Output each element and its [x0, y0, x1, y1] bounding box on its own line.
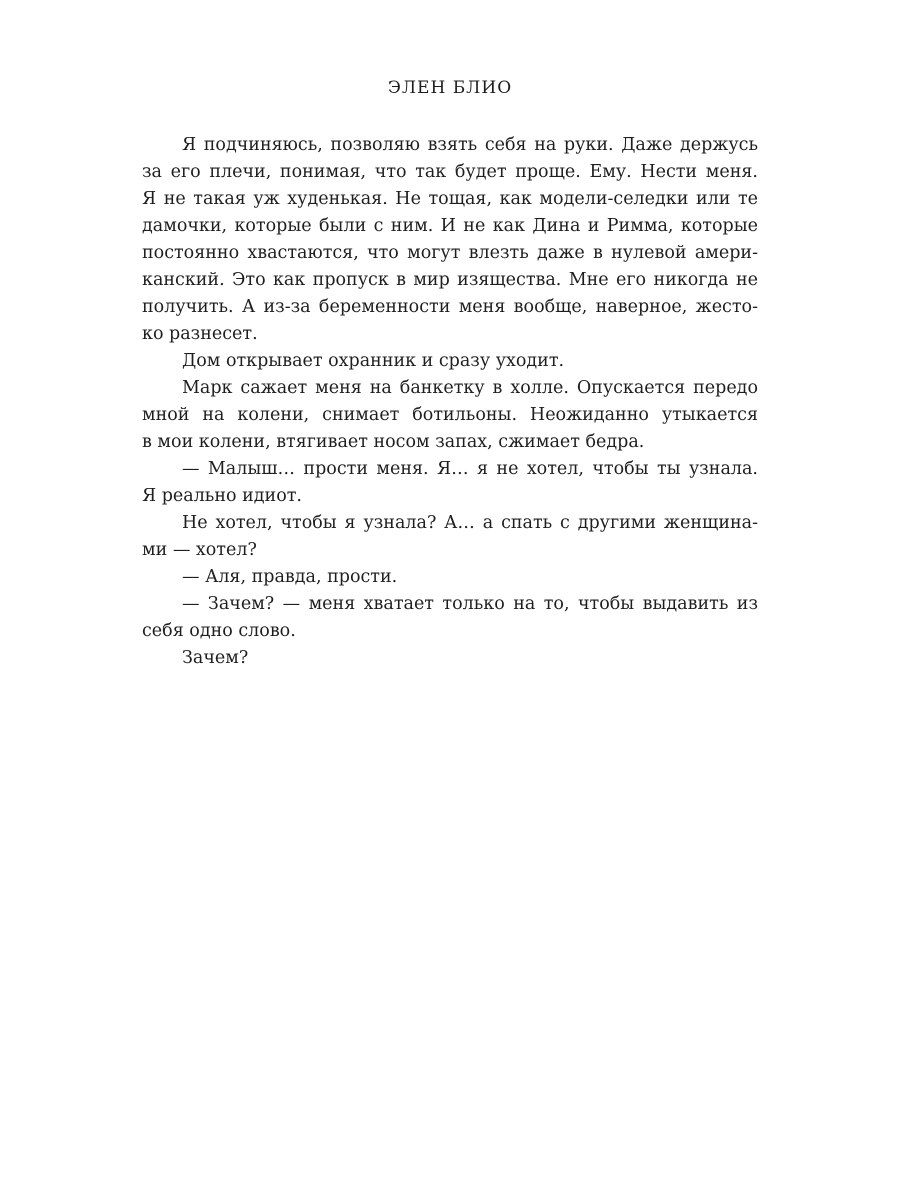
- text-line: — Аля, правда, прости.: [182, 567, 398, 587]
- text-line: в мои колени, втягивает носом запах, сжимает бедра.: [142, 432, 645, 452]
- body-text: [142, 132, 758, 672]
- text-line: за его плечи, понимая, что так будет проще. Ему. Нести меня.: [142, 162, 758, 182]
- text-line: Я подчиняюсь, позволяю взять себя на руки. Даже держусь: [182, 135, 758, 155]
- text-line: Я не такая уж худенькая. Не тощая, как модели-селедки или те: [142, 189, 758, 209]
- text-line: мной на колени, снимает ботильоны. Неожиданно утыкается: [142, 405, 758, 425]
- running-head: ЭЛЕН БЛИО: [387, 78, 513, 98]
- text-line: канский. Это как пропуск в мир изящества. Мне его никогда не: [142, 270, 758, 290]
- text-line: — Зачем? — меня хватает только на то, чтобы выдавить из: [182, 594, 758, 614]
- text-line: — Малыш… прости меня. Я… я не хотел, чтобы ты узнала.: [182, 459, 758, 479]
- text-line: ми — хотел?: [142, 540, 257, 560]
- text-line: Зачем?: [182, 648, 249, 668]
- text-line: Не хотел, чтобы я узнала? А… а спать с другими женщина-: [182, 513, 758, 533]
- text-line: получить. А из-за беременности меня вообще, наверное, жесто-: [142, 297, 758, 317]
- text-line: Дом открывает охранник и сразу уходит.: [182, 351, 565, 371]
- text-line: Марк сажает меня на банкетку в холле. Опускается передо: [182, 378, 758, 398]
- text-line: ко разнесет.: [142, 324, 258, 344]
- text-line: себя одно слово.: [142, 621, 296, 641]
- text-line: дамочки, которые были с ним. И не как Дина и Римма, которые: [142, 216, 758, 236]
- text-line: постоянно хвастаются, что могут влезть даже в нулевой амери-: [142, 243, 758, 263]
- text-line: Я реально идиот.: [142, 486, 302, 506]
